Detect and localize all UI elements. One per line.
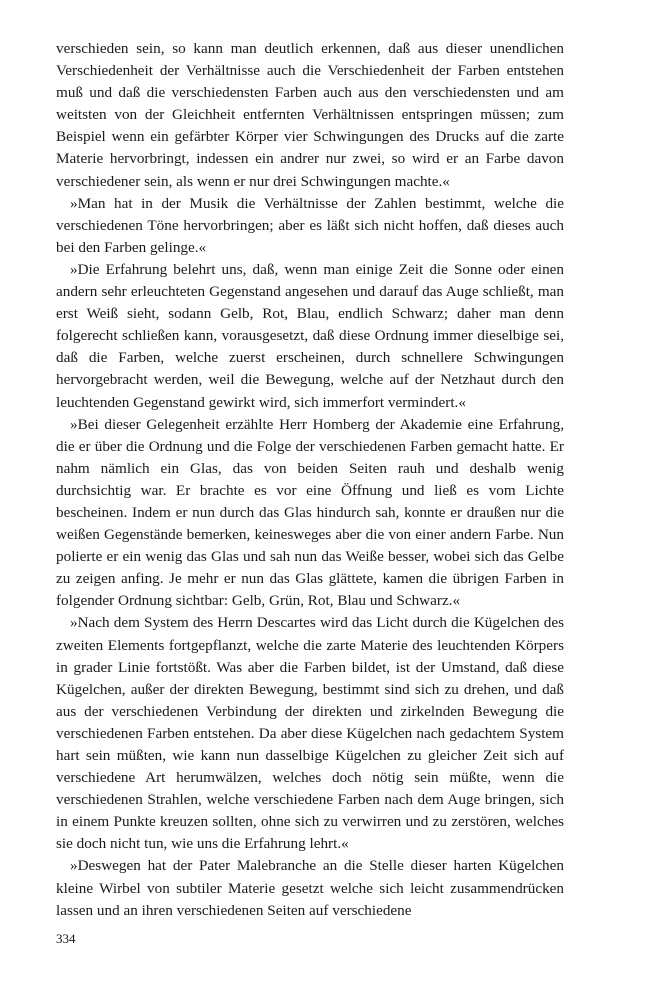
paragraph-descartes-system: »Nach dem System des Herrn Descartes wird das Licht durch die Kügelchen des zweiten Elements fortgepflanzt, welche die zarte Materie des leuchtenden Körpers in grader Linie fortstößt. Was aber die Farben bildet, ist der Umstand, daß diese Kügelchen, außer der direkten Bewegung, bestimmt sind sich zu drehen, und daß aus der verschiedenen Verbindung der direkten und zirkelnden Bewegung die verschiedenen Farben entstehen. Da aber diese Kügelchen nach gedachtem System hart sein müßten, wie kann nun dasselbige Kügelchen zu gleicher Zeit sich auf verschiedene Art herumwälzen, welches doch nötig sein müßte, wenn die verschiedenen Strahlen, welche verschiedene Farben nach dem Auge bringen, sich in einem Punkte kreuzen sollten, ohne sich zu verwirren und zu zerstören, welches sie doch nicht tun, wie uns die Erfahrung lehrt.«	[56, 614, 564, 853]
body-text	[56, 38, 564, 922]
paragraph-afterimage-experience: »Die Erfahrung belehrt uns, daß, wenn man einige Zeit die Sonne oder einen andern sehr erleuchteten Gegenstand angesehen und darauf das Auge schließt, man erst Weiß sieht, sodann Gelb, Rot, Blau, endlich Schwarz; daher man denn folgerecht schließen kann, vorausgesetzt, daß diese Ordnung immer dieselbige sei, daß die Farben, welche zuerst erscheinen, durch schnellere Schwingungen hervorgebracht werden, weil die Bewegung, welche auf der Netzhaut durch den leuchtenden Gegenstand gewirkt wird, sich immerfort vermindert.«	[56, 260, 564, 411]
paragraph-malebranche: »Deswegen hat der Pater Malebranche an die Stelle dieser harten Kügelchen kleine Wirbel von subtiler Materie gesetzt welche sich leicht zusammendrücken lassen und an ihren verschiedenen Seiten auf verschiedene	[56, 857, 564, 919]
paragraph-homberg-experiment: »Bei dieser Gelegenheit erzählte Herr Homberg der Akademie eine Erfahrung, die er über die Ordnung und die Folge der verschiedenen Farben gemacht hatte. Er nahm nämlich ein Glas, das von beiden Seiten rauh und deshalb wenig durchsichtig war. Er brachte es vor eine Öffnung und ließ es vom Lichte bescheinen. Indem er nun durch das Glas hindurch sah, konnte er draußen nur die weißen Gegenstände bemerken, keinesweges aber die von einer andern Farbe. Nun polierte er ein wenig das Glas und sah nun das Weiße besser, wobei sich das Gelbe zu zeigen anfing. Je mehr er nun das Glas glättete, kamen die übrigen Farben in folgender Ordnung sichtbar: Gelb, Grün, Rot, Blau und Schwarz.«	[56, 415, 564, 610]
paragraph-continuation: verschieden sein, so kann man deutlich erkennen, daß aus dieser unendlichen Verschiedenheit der Verhältnisse auch die Verschiedenheit der Farben entstehen muß und daß die verschiedensten Farben auch aus den verschiedensten und am weitsten von der Gleichheit entfernten Verhältnissen entspringen müssen; zum Beispiel wenn ein gefärbter Körper vier Schwingungen des Drucks auf die zarte Materie hervorbringt, indessen ein andrer nur zwei, so wird er an Farbe davon verschiedener sein, als wenn er nur drei Schwingungen machte.«	[56, 40, 564, 190]
paragraph-music-ratios: »Man hat in der Musik die Verhältnisse der Zahlen bestimmt, welche die verschiedenen Töne hervorbringen; aber es läßt sich nicht hoffen, daß dieses auch bei den Farben gelinge.«	[56, 194, 564, 256]
page-number: 334	[56, 931, 76, 946]
